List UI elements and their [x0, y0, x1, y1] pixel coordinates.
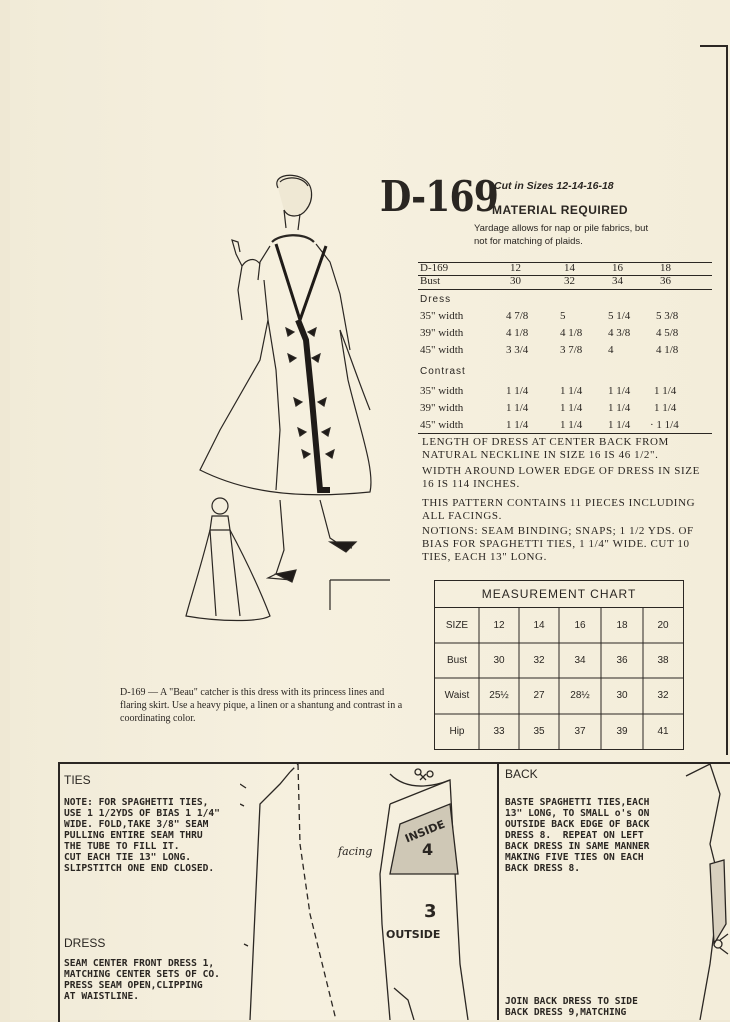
table-cell: 16 [612, 262, 623, 274]
measurement-cell: 16 [574, 620, 586, 631]
measurement-cell: 20 [657, 620, 669, 631]
table-cell: · 1 1/4 [650, 419, 679, 431]
measurement-cell: 14 [533, 620, 545, 631]
measurement-cell: 34 [574, 655, 586, 666]
panel-divider [497, 762, 499, 1020]
measurement-cell: 41 [657, 726, 669, 737]
measurement-cell: 30 [493, 655, 505, 666]
table-cell: 4 3/8 [608, 327, 631, 339]
table-cell: 5 3/8 [656, 310, 679, 322]
table-cell: 12 [510, 262, 521, 274]
measurement-cell: 38 [657, 655, 669, 666]
measurement-cell: 27 [533, 690, 545, 701]
table-cell: 1 1/4 [654, 402, 677, 414]
table-row [418, 419, 712, 433]
pattern-pieces-drawing [240, 764, 496, 1020]
dress-panel-title: DRESS [64, 936, 106, 950]
table-cell: 18 [660, 262, 671, 274]
table-row [418, 344, 712, 358]
measurement-cell: Waist [444, 690, 470, 701]
table-cell: 35" width [420, 385, 464, 397]
table-cell: 4 7/8 [506, 310, 529, 322]
table-cell: Bust [420, 275, 441, 287]
facing-label: facing [338, 845, 373, 858]
pieces-note: THIS PATTERN CONTAINS 11 PIECES INCLUDING ALL FACINGS. [422, 497, 696, 522]
material-required-title: MATERIAL REQUIRED [492, 203, 629, 217]
dress-note: SEAM CENTER FRONT DRESS 1, MATCHING CENTER SETS OF CO. PRESS SEAM OPEN,CLIPPING AT WAISTLINE. [64, 958, 220, 1002]
table-header-row [418, 262, 712, 276]
measurement-cell: 33 [493, 726, 505, 737]
table-cell: 1 1/4 [560, 402, 583, 414]
width-note: WIDTH AROUND LOWER EDGE OF DRESS IN SIZE 16 IS 114 INCHES. [422, 465, 700, 490]
table-cell: 4 5/8 [656, 327, 679, 339]
measurement-cell: 12 [493, 620, 505, 631]
back-panel-title: BACK [505, 767, 538, 781]
table-cell: 1 1/4 [506, 385, 529, 397]
ties-panel-title: TIES [64, 773, 91, 787]
table-cell: 4 1/8 [506, 327, 529, 339]
table-cell: 45" width [420, 419, 464, 431]
measurement-cell: Bust [446, 655, 467, 666]
back-note-continued: JOIN BACK DRESS TO SIDE BACK DRESS 9,MATCHING [505, 996, 638, 1018]
table-cell: 1 1/4 [608, 402, 631, 414]
table-cell: 5 1/4 [608, 310, 631, 322]
table-cell: 4 [608, 344, 614, 356]
table-cell: 1 1/4 [560, 419, 583, 431]
table-cell: 39" width [420, 327, 464, 339]
measurement-chart-title: MEASUREMENT CHART [435, 581, 683, 608]
table-cell: 1 1/4 [560, 385, 583, 397]
measurement-cell: 30 [616, 690, 628, 701]
table-cell: 1 1/4 [506, 419, 529, 431]
measurement-cell: 28½ [570, 690, 590, 701]
table-cell: 30 [510, 275, 521, 287]
table-cell: 1 1/4 [608, 419, 631, 431]
table-cell: 39" width [420, 402, 464, 414]
table-cell: 4 1/8 [656, 344, 679, 356]
measurement-cell: 37 [574, 726, 586, 737]
right-border-rule [726, 45, 728, 755]
measurement-cell: 18 [616, 620, 628, 631]
measurement-chart [434, 580, 684, 750]
table-row [418, 402, 712, 416]
table-row [418, 327, 712, 341]
dress-illustration [180, 170, 390, 630]
measurement-cell: 32 [533, 655, 545, 666]
ties-note: NOTE: FOR SPAGHETTI TIES, USE 1 1/2YDS OF BIAS 1 1/4" WIDE. FOLD,TAKE 3/8" SEAM PULLING ENTIRE SEAM THRU THE TUBE TO FILL IT. CUT EACH TIE 13" LONG. SLIPSTITCH ONE END CLOSED. [64, 797, 220, 874]
table-cell: 3 3/4 [506, 344, 529, 356]
back-note: BASTE SPAGHETTI TIES,EACH 13" LONG, TO SMALL o's ON OUTSIDE BACK EDGE OF BACK DRESS 8. REPEAT ON LEFT BACK DRESS IN SAME MANNER MAKING FIVE TIES ON EACH BACK DRESS 8. [505, 797, 650, 874]
measurement-cell: Hip [449, 726, 465, 737]
table-cell: 36 [660, 275, 671, 287]
outside-label: OUTSIDE [386, 928, 441, 941]
table-row [418, 275, 712, 289]
dress-section-label: Dress [420, 294, 452, 305]
table-cell: 4 1/8 [560, 327, 583, 339]
table-row [418, 310, 712, 324]
measurement-cell: 39 [616, 726, 628, 737]
top-right-rule [700, 45, 726, 47]
measurement-cell: 25½ [489, 690, 509, 701]
table-cell: 1 1/4 [654, 385, 677, 397]
measurement-cell: SIZE [445, 620, 469, 631]
table-cell: 1 1/4 [608, 385, 631, 397]
table-cell: 3 7/8 [560, 344, 583, 356]
notions-note: NOTIONS: SEAM BINDING; SNAPS; 1 1/2 YDS. OF BIAS FOR SPAGHETTI TIES, 1 1/4" WIDE. CUT 10 TIES, EACH 13" LONG. [422, 525, 694, 563]
piece-number-4: 4 [422, 840, 434, 859]
inside-label: INSIDE [403, 817, 447, 846]
back-pattern-drawing [680, 764, 730, 1020]
contrast-section-label: Contrast [420, 366, 466, 377]
pattern-caption: D-169 — A "Beau" catcher is this dress with its princess lines and flaring skirt. Use a heavy pique, a linen or a shantung and contrast in a coordinating color. [120, 687, 403, 724]
measurement-cell: 36 [616, 655, 628, 666]
pattern-number: D-169 [380, 172, 499, 221]
table-cell: 32 [564, 275, 575, 287]
measurement-cell: 32 [657, 690, 669, 701]
table-cell: 1 1/4 [506, 402, 529, 414]
yardage-note: Yardage allows for nap or pile fabrics, but not for matching of plaids. [474, 223, 649, 247]
piece-number-3: 3 [424, 901, 437, 922]
table-cell: 5 [560, 310, 566, 322]
sizes-line: Cut in Sizes 12-14-16-18 [494, 180, 614, 192]
table-row [418, 385, 712, 399]
table-cell: 14 [564, 262, 575, 274]
table-cell: 34 [612, 275, 623, 287]
measurement-cell: 35 [533, 726, 545, 737]
table-cell: 35" width [420, 310, 464, 322]
table-cell: D-169 [420, 262, 449, 274]
table-cell: 45" width [420, 344, 464, 356]
length-note: LENGTH OF DRESS AT CENTER BACK FROM NATURAL NECKLINE IN SIZE 16 IS 46 1/2". [422, 436, 669, 461]
